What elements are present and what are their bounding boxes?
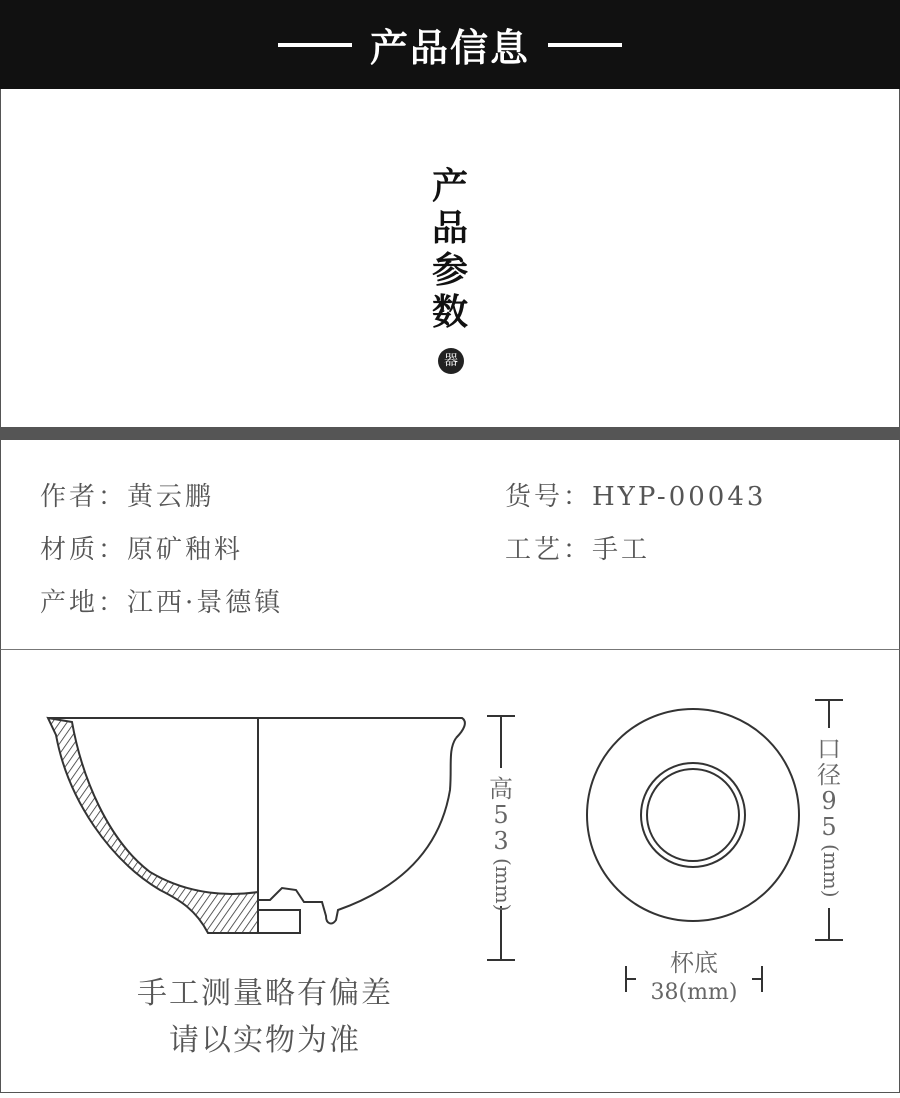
base-label-title: 杯底 bbox=[670, 949, 718, 977]
bowl-top-outer bbox=[587, 709, 799, 921]
spec-craft: 工艺：手工 bbox=[505, 535, 651, 565]
mouth-label bbox=[816, 736, 842, 898]
params-title-char: 产 bbox=[431, 165, 468, 207]
header-title: 产品信息 bbox=[369, 25, 530, 70]
measure-note-line1: 手工测量略有偏差 bbox=[137, 976, 393, 1011]
spec-author: 作者：黄云鹏 bbox=[40, 482, 215, 512]
height-label-unit: (mm) bbox=[491, 858, 515, 912]
mouth-label-char: 口 bbox=[817, 735, 841, 763]
spec-origin: 产地：江西·景德镇 bbox=[40, 588, 284, 618]
header-left-line bbox=[278, 43, 352, 47]
vessel-badge: 器 bbox=[438, 348, 464, 374]
params-title-char: 参 bbox=[431, 249, 468, 291]
mouth-label-char: 径 bbox=[817, 761, 841, 789]
base-label-value: 38(mm) bbox=[650, 980, 738, 1005]
height-label-char: 5 bbox=[493, 801, 509, 829]
measure-note-line2: 请以实物为准 bbox=[169, 1023, 361, 1058]
bowl-top-base-outer bbox=[641, 763, 745, 867]
section-divider bbox=[0, 427, 900, 440]
bowl-top-base-inner bbox=[647, 769, 739, 861]
height-label-char: 3 bbox=[493, 827, 509, 855]
height-label bbox=[488, 776, 514, 912]
params-title bbox=[430, 165, 470, 333]
header-title-row bbox=[0, 0, 900, 89]
bowl-wall-section bbox=[48, 718, 258, 933]
height-label-char: 高 bbox=[489, 775, 513, 803]
params-title-char: 数 bbox=[431, 291, 468, 333]
header-right-line bbox=[548, 43, 622, 47]
mouth-label-unit: (mm) bbox=[819, 844, 843, 898]
bowl-foot bbox=[258, 910, 300, 933]
mouth-label-char: 9 bbox=[821, 787, 837, 815]
spec-item-no: 货号：HYP-00043 bbox=[505, 482, 767, 512]
spec-material: 材质：原矿釉料 bbox=[40, 535, 244, 565]
mouth-label-char: 5 bbox=[821, 813, 837, 841]
bowl-outer-profile bbox=[258, 738, 456, 923]
bowl-rim bbox=[48, 718, 465, 738]
params-title-char: 品 bbox=[431, 207, 468, 249]
